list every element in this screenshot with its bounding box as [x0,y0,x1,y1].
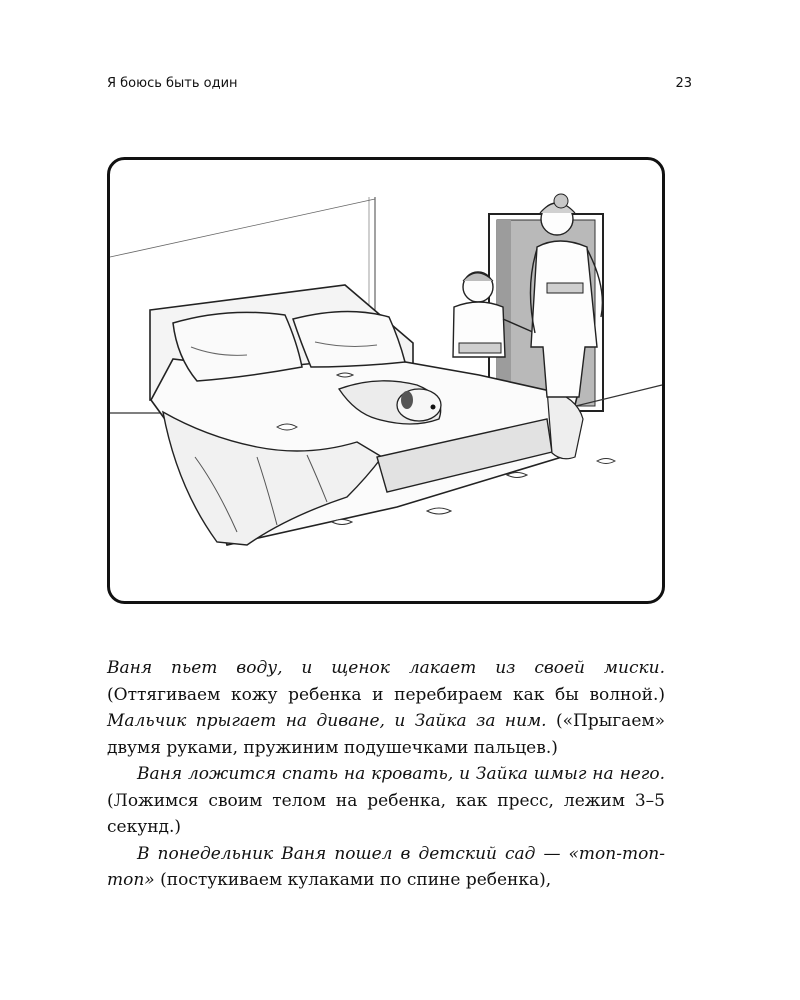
paragraph-3 [107,841,665,894]
instruction-text: (Оттягиваем кожу ребенка и перебираем как бы волной.) [107,684,665,705]
action-text: В понедельник Ваня пошел в детский сад — «топ-топ-топ» [107,843,665,890]
body-text [107,655,665,894]
paragraph-1 [107,655,665,761]
page-number: 23 [675,76,692,91]
illustration-bedroom [107,157,665,604]
action-text: Ваня ложится спать на кровать, и Зайка шмыг на него. [137,764,665,784]
instruction-text: («Прыгаем» двумя руками, пружиним подушечками пальцев.) [107,711,666,758]
action-text: Мальчик прыгает на диване, и Зайка за ним. [107,711,547,731]
running-title: Я боюсь быть один [107,76,238,91]
instruction-text: (постукиваем кулаками по спине ребенка), [154,870,552,890]
paragraph-2 [107,761,665,841]
action-text: Ваня пьет воду, и щенок лакает из своей миски. [107,658,665,678]
instruction-text: (Ложимся своим телом на ребенка, как пресс, лежим 3–5 секунд.) [107,790,665,837]
